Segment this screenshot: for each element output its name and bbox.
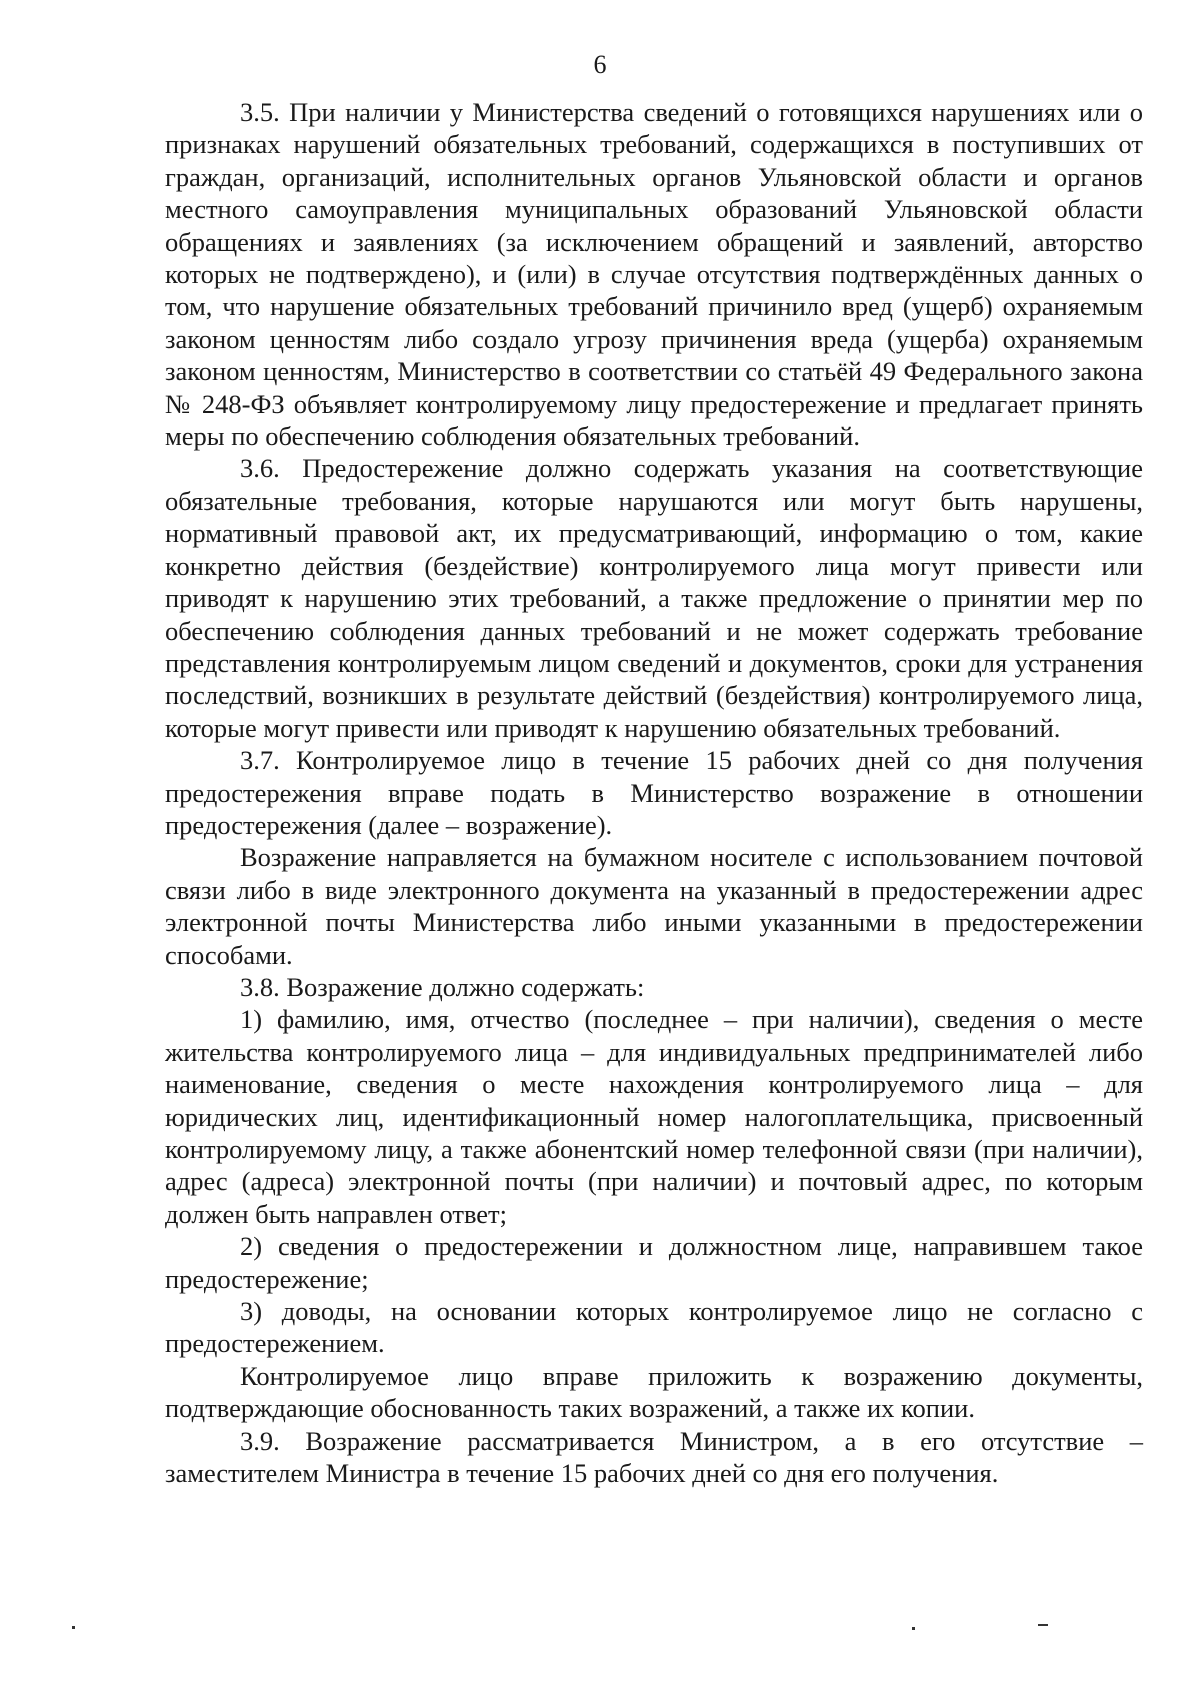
list-item-3: 3) доводы, на основании которых контролируемое лицо не согласно с предостережением. — [165, 1296, 1143, 1359]
scan-speck — [72, 1626, 75, 1629]
list-item-1: 1) фамилию, имя, отчество (последнее – при наличии), сведения о месте жительства контролируемого лица – для индивидуальных предпринимателей либо наименование, сведения о месте нахождения контролируемого лица – для юридических лиц, идентификационный номер налогоплательщика, присвоенный контролируемому лицу, а также абонентский номер телефонной связи (при наличии), адрес (адреса) электронной почты (при наличии) и почтовый адрес, по которым должен быть направлен ответ; — [165, 1004, 1143, 1229]
scan-speck — [912, 1627, 915, 1630]
page-number: 6 — [593, 50, 607, 79]
scan-speck — [1038, 1624, 1048, 1626]
paragraph-attachments: Контролируемое лицо вправе приложить к возражению документы, подтверждающие обоснованность таких возражений, а также их копии. — [165, 1360, 1143, 1424]
paragraph-3-9: 3.9. Возражение рассматривается Министром, а в его отсутствие – заместителем Министра в течение 15 рабочих дней со дня его получения. — [165, 1425, 1143, 1489]
paragraph-3-6: 3.6. Предостережение должно содержать указания на соответствующие обязательные требования, которые нарушаются или могут быть нарушены, нормативный правовой акт, их предусматривающий, информацию о том, какие конкретно действия (бездействие) контролируемого лица могут привести или приводят к нарушению этих требований, а также предложение о принятии мер по обеспечению соблюдения данных требований и не может содержать требование представления контролируемым лицом сведений и документов, сроки для устранения последствий, возникших в результате действий (бездействия) контролируемого лица, которые могут привести или приводят к нарушению обязательных требований. — [165, 453, 1143, 743]
list-item-2: 2) сведения о предостережении и должностном лице, направившем такое предостережение; — [165, 1231, 1143, 1294]
paragraph-3-5: 3.5. При наличии у Министерства сведений о готовящихся нарушениях или о признаках нарушений обязательных требований, содержащихся в поступивших от граждан, организаций, исполнительных органов Ульяновской области и органов местного самоуправления муниципальных образований Ульяновской области обращениях и заявлениях (за исключением обращений и заявлений, авторство которых не подтверждено), и (или) в случае отсутствия подтверждённых данных о том, что нарушение обязательных требований причинило вред (ущерб) охраняемым законом ценностям либо создало угрозу причинения вреда (ущерба) охраняемым законом ценностям, Министерство в соответствии со статьёй 49 Федерального закона № 248-ФЗ объявляет контролируемому лицу предостережение и предлагает принять меры по обеспечению соблюдения обязательных требований. — [165, 97, 1143, 452]
paragraph-3-7: 3.7. Контролируемое лицо в течение 15 рабочих дней со дня получения предостережения вправе подать в Министерство возражение в отношении предостережения (далее – возражение). — [165, 745, 1143, 840]
paragraph-3-8: 3.8. Возражение должно содержать: — [240, 971, 645, 1002]
paragraph-objection-delivery: Возражение направляется на бумажном носителе с использованием почтовой связи либо в виде электронного документа на указанный в предостережении адрес электронной почты Министерства либо иными указанными в предостережении способами. — [165, 842, 1143, 970]
document-body — [165, 96, 1143, 1489]
